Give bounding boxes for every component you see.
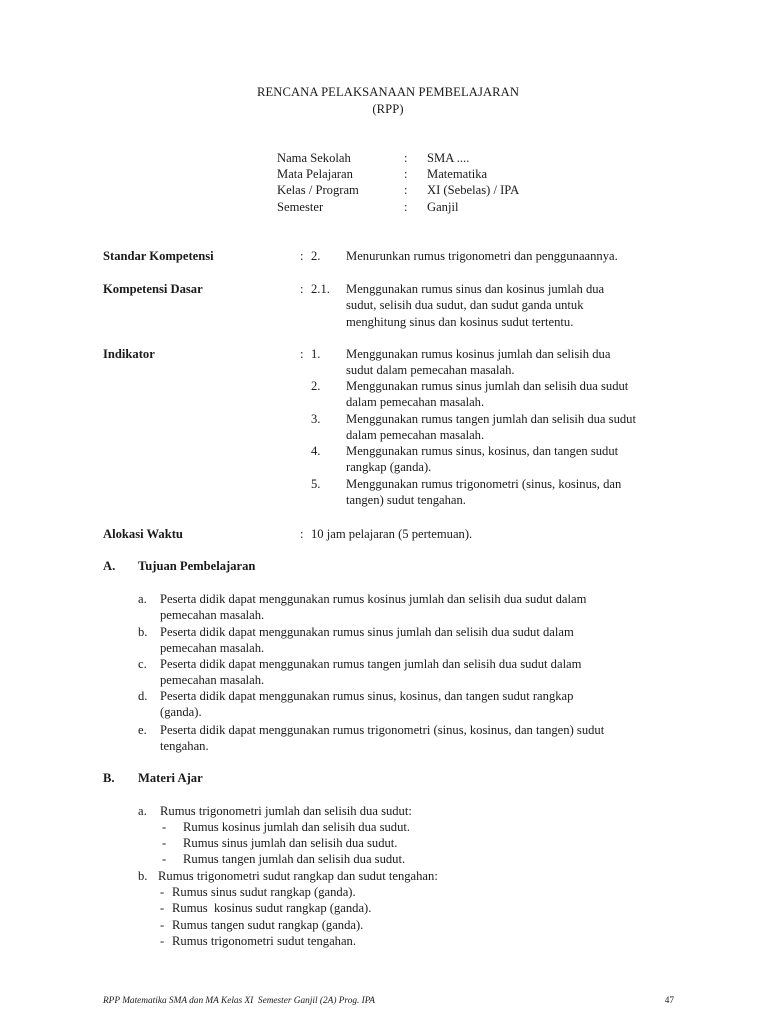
dash-marker: - (162, 836, 167, 850)
list-marker: b. (138, 625, 148, 639)
indikator-line: rangkap (ganda). (346, 460, 432, 474)
tujuan-pembelajaran-heading: Tujuan Pembelajaran (138, 559, 256, 573)
list-item (138, 624, 674, 656)
info-value: Ganjil (427, 200, 459, 214)
dash-marker: - (162, 820, 167, 834)
kompetensi-line: menghitung sinus dan kosinus sudut tertentu. (346, 315, 574, 329)
info-colon: : (404, 200, 408, 214)
footer-caption: RPP Matematika SMA dan MA Kelas XI Semester Ganjil (2A) Prog. IPA (103, 996, 375, 1006)
list-marker: d. (138, 689, 148, 703)
indikator-line: dalam pemecahan masalah. (346, 428, 485, 442)
list-item-line: tengahan. (160, 739, 209, 753)
dash-marker: - (160, 934, 165, 948)
list-item (138, 722, 674, 754)
standar-kompetensi-label: Standar Kompetensi (103, 249, 214, 263)
indikator-line: Menggunakan rumus sinus jumlah dan selisih dua sudut (346, 379, 629, 393)
info-colon: : (404, 167, 408, 181)
section-b-letter: B. (103, 771, 115, 785)
dash-marker: - (162, 852, 167, 866)
dash-marker: - (160, 918, 165, 932)
sub-list-item: Rumus tangen sudut rangkap (ganda). (172, 918, 364, 932)
list-item (138, 688, 674, 720)
info-row-school (277, 150, 637, 167)
kompetensi-number: 2.1. (311, 282, 330, 296)
info-row-class (277, 182, 637, 199)
alokasi-waktu-text: 10 jam pelajaran (5 pertemuan). (311, 527, 473, 541)
indikator-line: dalam pemecahan masalah. (346, 395, 485, 409)
materi-a-text: Rumus trigonometri jumlah dan selisih dua sudut: (160, 804, 412, 818)
sub-list-item: Rumus tangen jumlah dan selisih dua sudut. (183, 852, 406, 866)
list-item-line: pemecahan masalah. (160, 673, 265, 687)
kompetensi-line: Menggunakan rumus sinus dan kosinus jumlah dua (346, 282, 605, 296)
section-colon: : (300, 527, 304, 541)
dash-marker: - (160, 885, 165, 899)
standar-number: 2. (311, 249, 321, 263)
list-marker: e. (138, 723, 147, 737)
alokasi-waktu-label: Alokasi Waktu (103, 527, 183, 541)
indikator-number: 1. (311, 347, 321, 361)
info-value: Matematika (427, 167, 488, 181)
list-marker: a. (138, 804, 147, 818)
indikator-number: 4. (311, 444, 321, 458)
materi-b-text: Rumus trigonometri sudut rangkap dan sudut tengahan: (158, 869, 438, 883)
dash-marker: - (160, 901, 165, 915)
info-value: XI (Sebelas) / IPA (427, 183, 520, 197)
section-colon: : (300, 282, 304, 296)
list-item-line: Peserta didik dapat menggunakan rumus tangen jumlah dan selisih dua sudut dalam (160, 657, 582, 671)
info-row-subject (277, 166, 637, 183)
list-item-line: pemecahan masalah. (160, 608, 265, 622)
indikator-line: Menggunakan rumus trigonometri (sinus, kosinus, dan (346, 477, 622, 491)
list-marker: c. (138, 657, 147, 671)
document-subtitle: (RPP) (372, 102, 404, 116)
info-colon: : (404, 151, 408, 165)
sub-list-item: Rumus trigonometri sudut tengahan. (172, 934, 356, 948)
list-item-line: pemecahan masalah. (160, 641, 265, 655)
list-item (138, 591, 674, 623)
info-label: Nama Sekolah (277, 151, 351, 165)
sub-list-item: Rumus kosinus sudut rangkap (ganda). (172, 901, 372, 915)
list-marker: a. (138, 592, 147, 606)
sub-list-item: Rumus sinus jumlah dan selisih dua sudut. (183, 836, 398, 850)
indikator-line: sudut dalam pemecahan masalah. (346, 363, 515, 377)
info-label: Mata Pelajaran (277, 167, 353, 181)
list-item-line: Peserta didik dapat menggunakan rumus trigonometri (sinus, kosinus, dan tangen) sudut (160, 723, 605, 737)
indikator-line: Menggunakan rumus tangen jumlah dan selisih dua sudut (346, 412, 636, 426)
section-colon: : (300, 347, 304, 361)
list-marker: b. (138, 869, 148, 883)
kompetensi-dasar-label: Kompetensi Dasar (103, 282, 203, 296)
page-number: 47 (664, 996, 674, 1006)
indikator-number: 5. (311, 477, 321, 491)
document-title: RENCANA PELAKSANAAN PEMBELAJARAN (256, 85, 520, 99)
info-colon: : (404, 183, 408, 197)
standar-text: Menurunkan rumus trigonometri dan penggunaannya. (346, 249, 618, 263)
indikator-line: Menggunakan rumus kosinus jumlah dan selisih dua (346, 347, 611, 361)
list-item (138, 656, 674, 688)
sub-list-item: Rumus sinus sudut rangkap (ganda). (172, 885, 356, 899)
indikator-line: Menggunakan rumus sinus, kosinus, dan tangen sudut (346, 444, 619, 458)
list-item-line: Peserta didik dapat menggunakan rumus kosinus jumlah dan selisih dua sudut dalam (160, 592, 587, 606)
section-colon: : (300, 249, 304, 263)
kompetensi-line: sudut, selisih dua sudut, dan sudut ganda untuk (346, 298, 584, 312)
info-label: Semester (277, 200, 324, 214)
sub-list-item: Rumus kosinus jumlah dan selisih dua sudut. (183, 820, 411, 834)
indikator-number: 3. (311, 412, 321, 426)
materi-ajar-heading: Materi Ajar (138, 771, 203, 785)
info-label: Kelas / Program (277, 183, 359, 197)
list-item-line: Peserta didik dapat menggunakan rumus sinus jumlah dan selisih dua sudut dalam (160, 625, 574, 639)
info-value: SMA .... (427, 151, 470, 165)
info-row-semester (277, 199, 637, 216)
indikator-label: Indikator (103, 347, 155, 361)
list-item-line: (ganda). (160, 705, 202, 719)
indikator-line: tangen) sudut tengahan. (346, 493, 466, 507)
section-a-letter: A. (103, 559, 116, 573)
list-item-line: Peserta didik dapat menggunakan rumus sinus, kosinus, dan tangen sudut rangkap (160, 689, 574, 703)
indikator-number: 2. (311, 379, 321, 393)
